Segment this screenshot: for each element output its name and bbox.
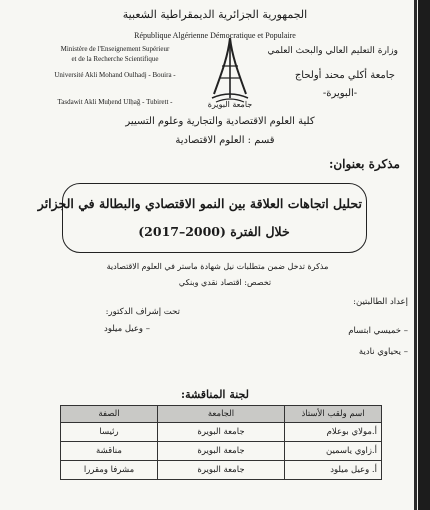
jury-member-university: جامعة البويرة [157,423,284,442]
student-name: – خميسي ابتسام [348,326,408,336]
university-logo-icon [208,36,252,106]
jury-member-role: مشرفا ومقررا [61,461,158,480]
university-arabic: جامعة أكلي محند أولحاج [294,70,395,81]
column-header: اسم ولقب الأستاذ [285,406,382,423]
university-berber: Tasdawit Akli Muḥend Ulḥağ - Tubirett - [57,98,173,106]
jury-title: لجنة المناقشة: [181,388,249,401]
ministry-french: Ministère de l'Enseignement Supérieur et de la Recherche Scientifique [60,45,170,63]
thesis-title-line-1: تحليل اتجاهات العلاقة بين النمو الاقتصادي والبطالة في الجزائر [37,196,362,211]
jury-table [60,405,382,480]
student-name: – يحياوي نادية [358,347,408,357]
jury-member-name: أ. وعيل ميلود [285,461,382,480]
jury-member-role: رئيسا [61,423,158,442]
jury-member-university: جامعة البويرة [157,442,284,461]
table-row [61,423,382,442]
column-header: الصفة [61,406,158,423]
university-french: Université Akli Mohand Oulhadj - Bouira - [54,71,176,79]
table-row [61,442,382,461]
faculty-name: كلية العلوم الاقتصادية والتجارية وعلوم التسيير [125,116,315,127]
place-arabic: -البويرة- [322,88,358,99]
title-frame [37,183,367,253]
supervisor-label: تحت إشراف الدكتور: [105,307,180,317]
table-row [61,461,382,480]
jury-member-name: أ.مولاي بوعلام [285,423,382,442]
table-header-row [61,406,382,423]
supervisor-name: – وعيل ميلود [104,324,150,334]
republic-french: République Algérienne Démocratique et Populaire [134,31,296,40]
page-binding-edge [418,0,430,510]
specialty: تخصص: اقتصاد نقدي وبنكي [178,278,272,287]
ministry-arabic: وزارة التعليم العالي والبحث العلمي [267,46,398,56]
prepared-by-label: إعداد الطالبتين: [353,297,408,307]
republic-arabic: الجمهورية الجزائرية الديمقراطية الشعبية [122,8,308,21]
thesis-title-line-2: خلال الفترة (2000–2017) [138,224,290,239]
jury-member-name: أ.زاوي ياسمين [285,442,382,461]
column-header: الجامعة [157,406,284,423]
department-name: قسم : العلوم الاقتصادية [175,135,275,146]
jury-member-university: جامعة البويرة [157,461,284,480]
logo-caption: جامعة البويرة [207,100,253,109]
degree-note: مذكرة تدخل ضمن متطلبات نيل شهادة ماستر في العلوم الاقتصادية [106,262,329,271]
jury-member-role: مناقشة [61,442,158,461]
memo-label: مذكرة بعنوان: [328,157,400,171]
